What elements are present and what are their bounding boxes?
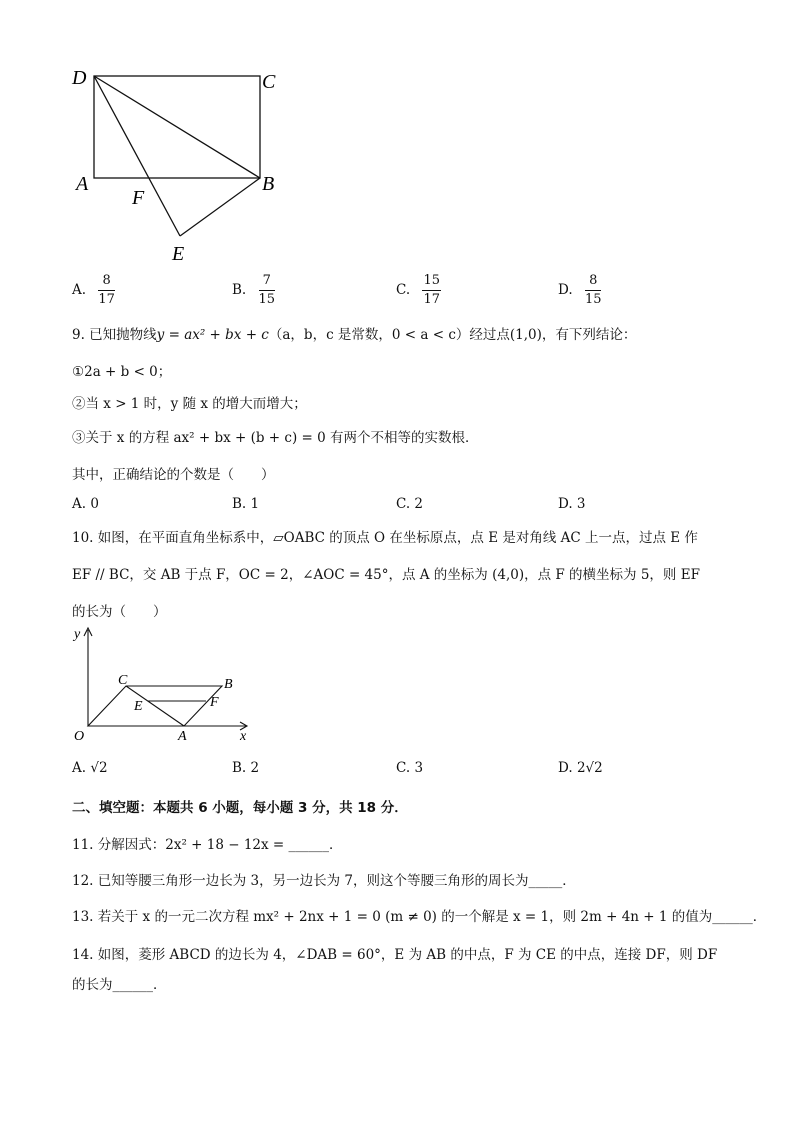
q8-option-b[interactable]: B. $\frac{7}{15}$: [232, 273, 276, 307]
q9-question: 其中，正确结论的个数是（ ）: [72, 467, 275, 483]
segment-be: [180, 178, 260, 236]
label-y: y: [74, 627, 81, 642]
q14-line-2: 的长为______．: [72, 977, 167, 993]
segment-de: [94, 76, 180, 236]
label-a: A: [76, 173, 89, 195]
q10-option-c[interactable]: C. 3: [396, 760, 424, 776]
q8-option-c[interactable]: C. $\frac{15}{17}$: [396, 273, 440, 307]
label-e: E: [134, 699, 143, 714]
q10-option-b[interactable]: B. 2: [232, 760, 260, 776]
label-f: F: [132, 187, 145, 209]
q10-stem-line-2: EF // BC，交 AB 于点 F，OC = 2，∠AOC = 45°，点 A 的坐标为 (4,0)，点 F 的横坐标为 5，则 EF: [72, 567, 700, 583]
q11: 11. 分解因式：2x² + 18 − 12x = ______．: [72, 837, 343, 853]
q13: 13. 若关于 x 的一元二次方程 mx² + 2nx + 1 = 0 (m ≠ 0) 的一个解是 x = 1，则 2m + 4n + 1 的值为______．: [72, 909, 767, 925]
q9-option-c[interactable]: C. 2: [396, 496, 424, 512]
label-o: O: [74, 729, 85, 744]
label-a: A: [178, 729, 187, 744]
label-c: C: [118, 673, 128, 688]
q9-conclusion-3: ③关于 x 的方程 ax² + bx + (b + c) = 0 有两个不相等的实数根．: [72, 430, 479, 446]
q12: 12. 已知等腰三角形一边长为 3，另一边长为 7，则这个等腰三角形的周长为_____．: [72, 873, 576, 889]
figure-q8: [60, 60, 290, 270]
q10-option-d[interactable]: D. 2√2: [558, 760, 603, 776]
q10-option-a[interactable]: A. √2: [72, 760, 108, 776]
q10-stem-line-1: 10. 如图，在平面直角坐标系中，▱OABC 的顶点 O 在坐标原点，点 E 是对角线 AC 上一点，过点 E 作: [72, 530, 698, 546]
q9-stem: 9. 已知抛物线y = ax² + bx + c（a，b，c 是常数，0 < a < c）经过点(1,0)，有下列结论：: [72, 327, 637, 343]
figure-q10: [66, 622, 266, 750]
label-e: E: [172, 243, 185, 265]
label-c: C: [262, 71, 276, 93]
diagonal-db: [94, 76, 260, 178]
q9-conclusion-1: ①2a + b < 0；: [72, 364, 172, 380]
label-b: B: [224, 677, 233, 692]
label-d: D: [72, 67, 87, 89]
q10-stem-line-3: 的长为（ ）: [72, 604, 167, 620]
label-x: x: [240, 729, 247, 744]
q8-option-a[interactable]: A. $\frac{8}{17}$: [72, 273, 115, 307]
label-b: B: [262, 173, 275, 195]
q9-option-a[interactable]: A. 0: [72, 496, 99, 512]
q14-line-1: 14. 如图，菱形 ABCD 的边长为 4，∠DAB = 60°，E 为 AB 的中点，F 为 CE 的中点，连接 DF，则 DF: [72, 947, 718, 963]
label-f: F: [210, 695, 219, 710]
section-heading-fill-in: 二、填空题：本题共 6 小题，每小题 3 分，共 18 分．: [72, 800, 408, 816]
q9-conclusion-2: ②当 x > 1 时，y 随 x 的增大而增大；: [72, 396, 307, 412]
q8-option-d[interactable]: D. $\frac{8}{15}$: [558, 273, 602, 307]
q9-option-d[interactable]: D. 3: [558, 496, 586, 512]
q9-option-b[interactable]: B. 1: [232, 496, 260, 512]
